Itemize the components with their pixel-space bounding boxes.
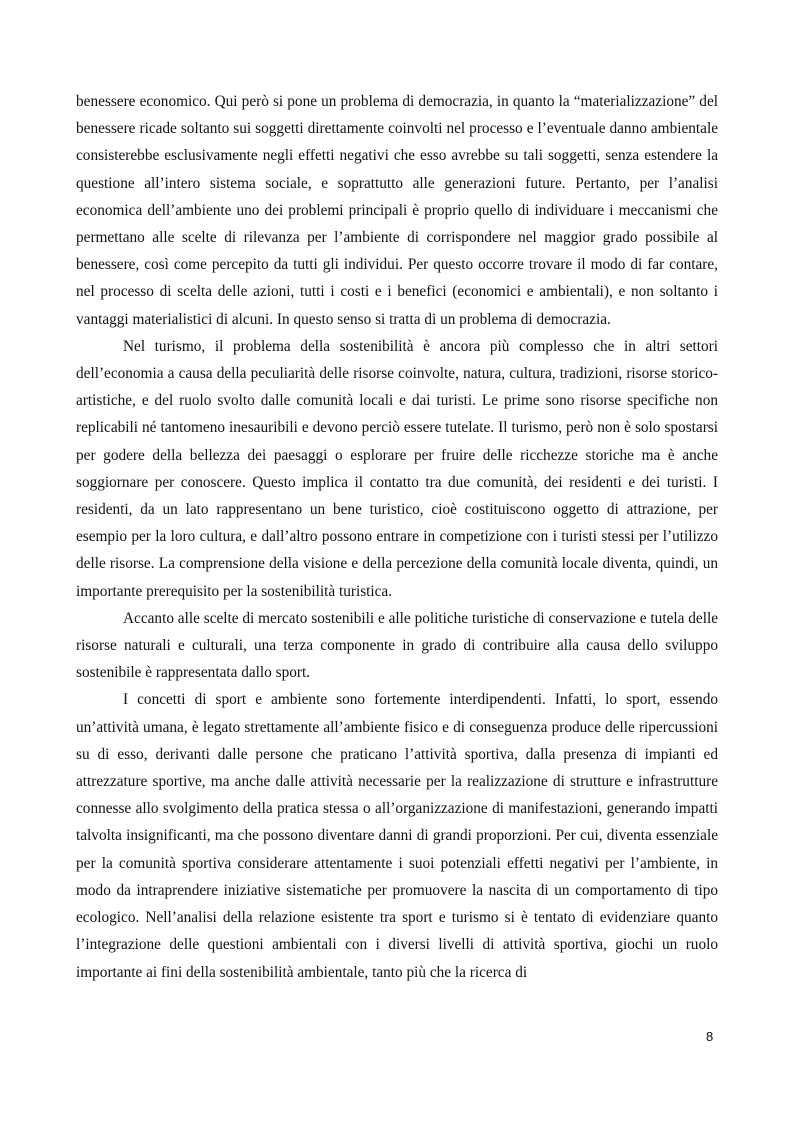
paragraph-market-choices: Accanto alle scelte di mercato sostenibili e alle politiche turistiche di conservazione e tutela delle risorse naturali e culturali, una terza componente in grado di contribuire alla causa dello sviluppo sostenibile è rappresentata dallo sport. bbox=[76, 609, 718, 682]
page-number: 8 bbox=[706, 1029, 714, 1044]
paragraph-sport-environment: I concetti di sport e ambiente sono fortemente interdipendenti. Infatti, lo sport, essendo un’attività umana, è legato strettamente all’ambiente fisico e di conseguenza produce delle ripercussioni su di esso, derivanti dalle persone che praticano l’attività sportiva, dalla presenza di impianti ed attrezzature sportive, ma anche dalle attività necessarie per la realizzazione di strutture e infrastrutture connesse allo svolgimento della pratica stessa o all’organizzazione di manifestazioni, generando impatti talvolta insignificanti, ma che possono diventare danni di grandi proporzioni. Per cui, diventa essenziale per la comunità sportiva considerare attentamente i suoi potenziali effetti negativi per l’ambiente, in modo da intraprendere iniziative sistematiche per promuovere la nascita di un comportamento di tipo ecologico. Nell’analisi della relazione esistente tra sport e turismo si è tentato di evidenziare quanto l’integrazione delle questioni ambientali con i diversi livelli di attività sportiva, giochi un ruolo importante ai fini della sostenibilità ambientale, tanto più che la ricerca di bbox=[76, 691, 718, 981]
paragraph-tourism: Nel turismo, il problema della sostenibilità è ancora più complesso che in altri settori dell’economia a causa della peculiarità delle risorse coinvolte, natura, cultura, tradizioni, risorse storico-artistiche, e del ruolo svolto dalle comunità locali e dai turisti. Le prime sono risorse specifiche non replicabili né tantomeno inesauribili e devono perciò essere tutelate. Il turismo, però non è solo spostarsi per godere della bellezza dei paesaggi o esplorare per fruire delle ricchezze storiche ma è anche soggiornare per conoscere. Questo implica il contatto tra due comunità, dei residenti e dei turisti. I residenti, da un lato rappresentano un bene turistico, cioè costituiscono oggetto di attrazione, per esempio per la loro cultura, e dall’altro possono entrare in competizione con i turisti stessi per l’utilizzo delle risorse. La comprensione della visione e della percezione della comunità locale diventa, quindi, un importante prerequisito per la sostenibilità turistica. bbox=[76, 337, 718, 600]
paragraph-democracy: benessere economico. Qui però si pone un problema di democrazia, in quanto la “materializzazione” del benessere ricade soltanto sui soggetti direttamente coinvolti nel processo e l’eventuale danno ambientale consisterebbe esclusivamente negli effetti negativi che esso avrebbe su tali soggetti, senza estendere la questione all’intero sistema sociale, e soprattutto alle generazioni future. Pertanto, per l’analisi economica dell’ambiente uno dei problemi principali è proprio quello di individuare i meccanismi che permettano alle scelte di rilevanza per l’ambiente di corrispondere nel maggior grado possibile al benessere, così come percepito da tutti gli individui. Per questo occorre trovare il modo di far contare, nel processo di scelta delle azioni, tutti i costi e i benefici (economici e ambientali), e non soltanto i vantaggi materialistici di alcuni. In questo senso si tratta di un problema di democrazia. bbox=[76, 93, 718, 328]
document-body bbox=[76, 88, 718, 986]
